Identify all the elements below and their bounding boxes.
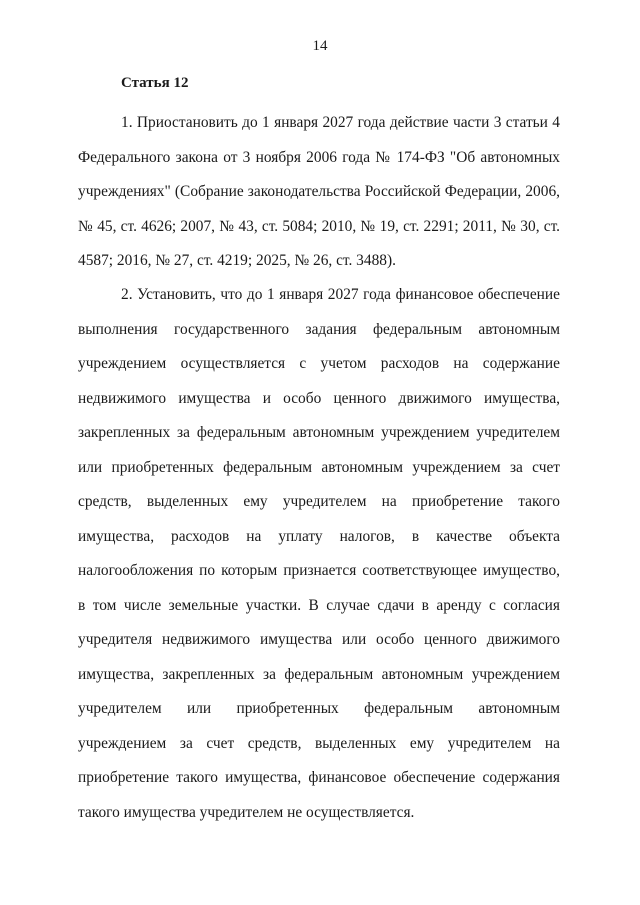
article-heading: Статья 12 [121,75,189,91]
article-paragraph-1: 1. Приостановить до 1 января 2027 года действие части 3 статьи 4 Федерального закона от 3 ноября 2006 года № 174-ФЗ "Об автономных учреждениях" (Собрание законодательства Российской Федерации, 2006, № 45, ст. 4626; 2007, № 43, ст. 5084; 2010, № 19, ст. 2291; 2011, № 30, ст. 4587; 2016, № 27, ст. 4219; 2025, № 26, ст. 3488). [78,114,560,269]
page-number: 14 [312,38,328,54]
article-paragraph-2: 2. Установить, что до 1 января 2027 года финансовое обеспечение выполнения государственного задания федеральным автономным учреждением осуществляется с учетом расходов на содержание недвижимого имущества и особо ценного движимого имущества, закрепленных за федеральным автономным учреждением учредителем или приобретенных федеральным автономным учреждением за счет средств, выделенных ему учредителем на приобретение такого имущества, расходов на уплату налогов, в качестве объекта налогообложения по которым признается соответствующее имущество, в том числе земельные участки. В случае сдачи в аренду с согласия учредителя недвижимого имущества или особо ценного движимого имущества, закрепленных за федеральным автономным учреждением учредителем или приобретенных федеральным автономным учреждением за счет средств, выделенных ему учредителем на приобретение такого имущества, финансовое обеспечение содержания такого имущества учредителем не осуществляется. [78,286,560,821]
